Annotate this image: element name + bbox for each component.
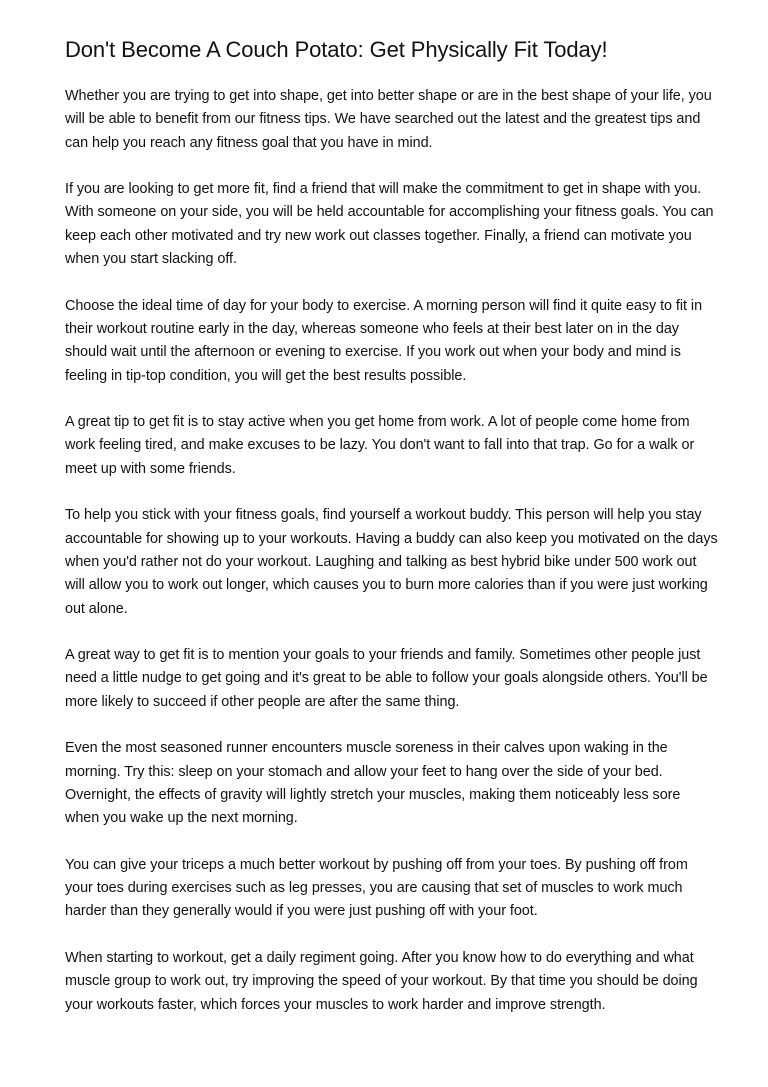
paragraph-triceps: You can give your triceps a much better workout by pushing off from your toes. By pushing off from your toes during exercises such as leg presses, you are causing that set of muscles to work much harder than they generally would if you were just pushing off with your foot. xyxy=(65,856,688,920)
paragraph-intro: Whether you are trying to get into shape, get into better shape or are in the best shape of your life, you will be able to benefit from our fitness tips. We have searched out the latest and the greatest tips and can help you reach any fitness goal that you have in mind. xyxy=(65,88,712,151)
paragraph-daily-regiment: When starting to workout, get a daily regiment going. After you know how to do everything and what muscle group to work out, try improving the speed of your workout. By that time you should be doing your workouts faster, which forces your muscles to work harder and improve strength. xyxy=(65,949,698,1013)
paragraph-stay-active: A great tip to get fit is to stay active when you get home from work. A lot of people come home from work feeling tired, and make excuses to be lazy. You don't want to fall into that trap. Go for a walk or meet up with some friends. xyxy=(65,414,695,477)
paragraph-workout-buddy: To help you stick with your fitness goals, find yourself a workout buddy. This person will help you stay accountable for showing up to your workouts. Having a buddy can also keep you motivated on the days when you'd rather not do your workout. Laughing and talking as best hybrid bike under 500 work out will allow you to work out longer, which causes you to burn more calories than if you were just working out alone. xyxy=(65,507,718,617)
paragraph-time-of-day: Choose the ideal time of day for your body to exercise. A morning person will find it quite easy to fit in their workout routine early in the day, whereas someone who feels at their best later on in the day should wait until the afternoon or evening to exercise. If you work out when your body and mind is feeling in tip-top condition, you will get the best results possible. xyxy=(65,297,703,384)
paragraph-muscle-soreness: Even the most seasoned runner encounters muscle soreness in their calves upon waking in the morning. Try this: sleep on your stomach and allow your feet to hang over the side of your bed. Overnight, the effects of gravity will lightly stretch your muscles, making them noticeably less sore when you wake up the next morning. xyxy=(65,740,681,827)
paragraph-friend: If you are looking to get more fit, find a friend that will make the commitment to get in shape with you. With someone on your side, you will be held accountable for accomplishing your fitness goals. You can keep each other motivated and try new work out classes together. Finally, a friend can motivate you when you start slacking off. xyxy=(65,181,714,268)
paragraph-share-goals: A great way to get fit is to mention your goals to your friends and family. Sometimes other people just need a little nudge to get going and it's great to be able to follow your goals alongside others. You'll be more likely to succeed if other people are after the same thing. xyxy=(65,647,708,710)
document-title: Don't Become A Couch Potato: Get Physically Fit Today! xyxy=(65,37,608,62)
